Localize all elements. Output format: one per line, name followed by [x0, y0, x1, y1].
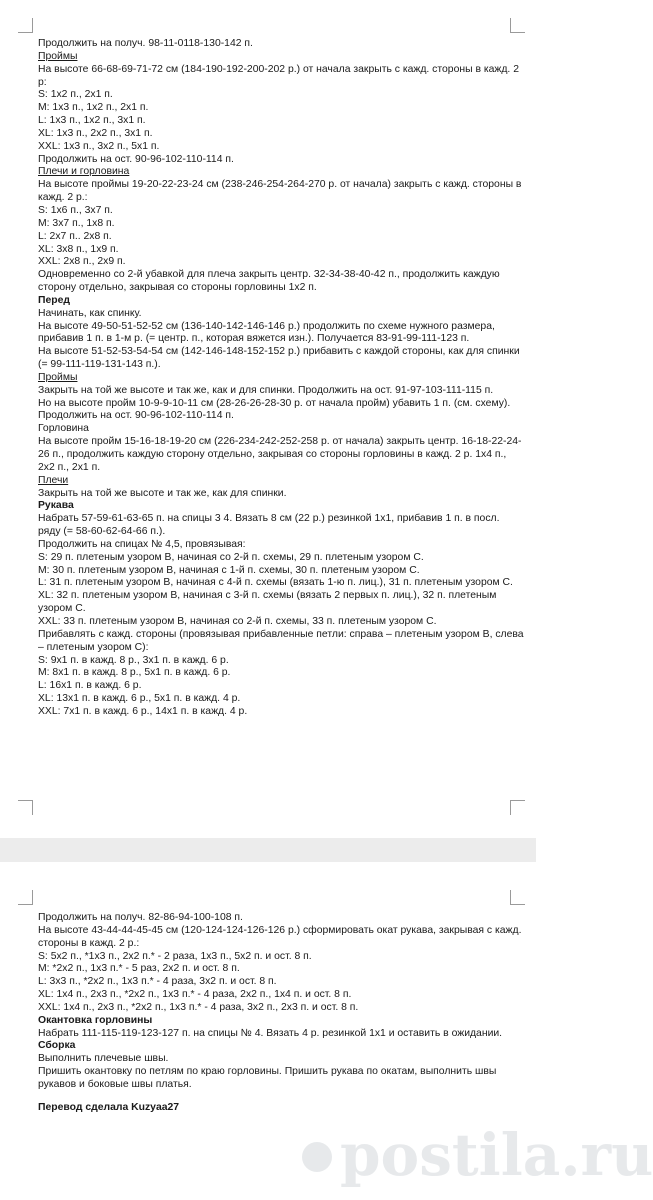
section-heading: Проймы [38, 371, 78, 383]
text-line: Продолжить на получ. 98-11-0118-130-142 п. [38, 38, 253, 49]
text-line: M: 1x3 п., 1x2 п., 2x1 п. [38, 102, 149, 114]
text-line: Набрать 57-59-61-63-65 п. на спицы 3 4. Вязать 8 см (22 р.) резинкой 1x1, прибавив 1 п. в посл. ряду (= 58-60-62-64-66 п.). [38, 513, 500, 538]
page-corner-mark [18, 18, 33, 33]
text-line: XL: 3x8 п., 1x9 п. [38, 243, 119, 255]
text-line: Горловина [38, 423, 89, 435]
text-line: XL: 1x3 п., 2x2 п., 3x1 п. [38, 127, 153, 139]
text-line: Продолжить на ост. 90-96-102-110-114 п. [38, 410, 234, 422]
text-line: S: 1x6 п., 3x7 п. [38, 204, 113, 216]
section-heading: Окантовка горловины [38, 1014, 153, 1026]
spacer [38, 1092, 524, 1102]
page-corner-mark [18, 800, 33, 815]
text-line: Начинать, как спинку. [38, 307, 142, 319]
page-1-text [38, 38, 524, 719]
page-2-text [38, 912, 524, 1115]
section-heading: Рукава [38, 500, 74, 512]
text-line: M: 3x7 п., 1x8 п. [38, 217, 115, 229]
text-line: Продолжить на спицах № 4,5, провязывая: [38, 538, 246, 550]
text-line: L: 1x3 п., 1x2 п., 3x1 п. [38, 115, 146, 127]
section-heading: Проймы [38, 50, 78, 62]
text-line: S: 29 п. плетеным узором В, начиная со 2-й п. схемы, 29 п. плетеным узором С. [38, 551, 424, 563]
text-line: Прибавлять с кажд. стороны (провязывая прибавленные петли: справа – плетеным узором В, слева – плетеным узором С): [38, 628, 524, 653]
text-line: XL: 1x4 п., 2x3 п., *2x2 п., 1x3 п.* - 4 раза, 2x2 п., 1x4 п. и ост. 8 п. [38, 989, 352, 1001]
section-heading: Перед [38, 294, 70, 306]
text-line: M: *2x2 п., 1x3 п.* - 5 раз, 2x2 п. и ост. 8 п. [38, 963, 240, 975]
section-heading: Сборка [38, 1040, 76, 1052]
text-line: На высоте 66-68-69-71-72 см (184-190-192-200-202 р.) от начала закрыть с кажд. стороны в кажд. 2 р: [38, 63, 519, 88]
text-line: На высоте 51-52-53-54-54 см (142-146-148-152-152 р.) прибавить с каждой стороны, как для спинки (= 99-111-119-131-143 п.). [38, 346, 520, 371]
watermark-pin-icon [302, 1142, 332, 1172]
text-line: XL: 13x1 п. в кажд. 6 р., 5x1 п. в кажд. 4 р. [38, 693, 241, 705]
section-heading: Плечи и горловина [38, 166, 130, 178]
text-line: Но на высоте пройм 10-9-9-10-11 см (28-26-26-28-30 р. от начала пройм) убавить 1 п. (см. схему). [38, 397, 511, 409]
text-line: Закрыть на той же высоте и так же, как для спинки. [38, 487, 287, 499]
text-line: На высоте проймы 19-20-22-23-24 см (238-246-254-264-270 р. от начала) закрыть с кажд. стороны в кажд. 2 р.: [38, 179, 522, 204]
section-heading: Плечи [38, 474, 69, 486]
text-line: XXL: 1x3 п., 3x2 п., 5x1 п. [38, 140, 160, 152]
text-line: Продолжить на ост. 90-96-102-110-114 п. [38, 153, 234, 165]
text-line: M: 8x1 п. в кажд. 8 р., 5x1 п. в кажд. 6 р. [38, 667, 231, 679]
text-line: XL: 32 п. плетеным узором В, начиная с 3-й п. схемы (вязать 2 первых п. лиц.), 32 п. плетеным узором С. [38, 590, 497, 615]
text-line: Одновременно со 2-й убавкой для плеча закрыть центр. 32-34-38-40-42 п., продолжить каждую сторону отдельно, закрывая со стороны горловины 1x2 п. [38, 269, 500, 294]
text-line: M: 30 п. плетеным узором В, начиная с 1-й п. схемы, 30 п. плетеным узором С. [38, 564, 420, 576]
text-line: S: 5x2 п., *1x3 п., 2x2 п.* - 2 раза, 1x3 п., 5x2 п. и ост. 8 п. [38, 950, 312, 962]
text-line: L: 31 п. плетеным узором В, начиная с 4-й п. схемы (вязать 1-ю п. лиц.), 31 п. плетеным узором С. [38, 577, 513, 589]
text-line: Набрать 111-115-119-123-127 п. на спицы № 4. Вязать 4 р. резинкой 1x1 и оставить в ожидании. [38, 1027, 503, 1039]
text-line: Выполнить плечевые швы. [38, 1053, 169, 1065]
page-corner-mark [510, 890, 525, 905]
text-line: На высоте пройм 15-16-18-19-20 см (226-234-242-252-258 р. от начала) закрыть центр. 16-18-22-24-26 п., продолжить каждую сторону отдельно, закрывая со стороны горловины в кажд. 2 р. 1x4 п., 2x2 п., 2x1 п. [38, 436, 522, 473]
page-corner-mark [510, 18, 525, 33]
text-line: L: 16x1 п. в кажд. 6 р. [38, 680, 142, 692]
page-separator [0, 838, 536, 862]
text-line: L: 3x3 п., *2x2 п., 1x3 п.* - 4 раза, 3x2 п. и ост. 8 п. [38, 976, 277, 988]
text-line: Пришить окантовку по петлям по краю горловины. Пришить рукава по окатам, выполнить швы рукавов и боковые швы платья. [38, 1066, 497, 1090]
watermark-logo [300, 1115, 653, 1200]
text-line: S: 9x1 п. в кажд. 8 р., 3x1 п. в кажд. 6 р. [38, 654, 229, 666]
page-corner-mark [18, 890, 33, 905]
text-line: На высоте 49-50-51-52-52 см (136-140-142-146-146 р.) продолжить по схеме нужного размера, прибавив 1 п. в 1-м р. (= центр. п., которая вяжется изн.). Получается 83-91-99-111-123 п. [38, 320, 495, 345]
text-line: XXL: 2x8 п., 2x9 п. [38, 256, 126, 268]
text-line: L: 2x7 п.. 2x8 п. [38, 230, 112, 242]
text-line: XXL: 33 п. плетеным узором В, начиная со 2-й п. схемы, 33 п. плетеным узором С. [38, 615, 437, 627]
text-line: Закрыть на той же высоте и так же, как и для спинки. Продолжить на ост. 91-97-103-111-115 п. [38, 384, 494, 396]
text-line: Продолжить на получ. 82-86-94-100-108 п. [38, 912, 243, 923]
text-line: XXL: 7x1 п. в кажд. 6 р., 14x1 п. в кажд. 4 р. [38, 705, 248, 717]
text-line: S: 1x2 п., 2x1 п. [38, 89, 113, 101]
watermark-text: postila.ru [340, 1121, 653, 1189]
text-line: XXL: 1x4 п., 2x3 п., *2x2 п., 1x3 п.* - 4 раза, 3x2 п., 2x3 п. и ост. 8 п. [38, 1001, 359, 1013]
text-line: На высоте 43-44-44-45-45 см (120-124-124-126-126 р.) сформировать окат рукава, закрывая с кажд. стороны в кажд. 2 р.: [38, 924, 522, 949]
section-heading: Перевод сделала Kuzyaa27 [38, 1101, 180, 1113]
page-corner-mark [510, 800, 525, 815]
